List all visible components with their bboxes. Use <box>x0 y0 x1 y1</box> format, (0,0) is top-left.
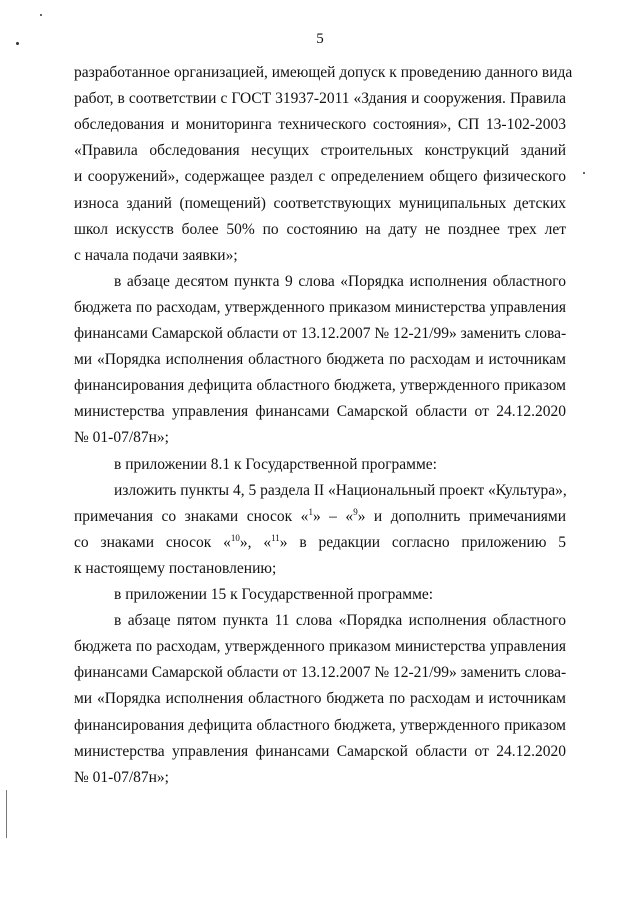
footnote-marker: 1 <box>308 506 313 517</box>
text-line: финансами Самарской области от 13.12.2007 № 12-21/99» заменить слова- <box>74 325 567 342</box>
text-line: в абзаце пятом пункта 11 слова «Порядка исполнения областного <box>114 612 566 630</box>
text-fragment: » в редакции согласно приложению 5 <box>279 533 566 551</box>
footnote-line-1 <box>74 504 566 530</box>
text-line: № 01-07/87н»; <box>74 768 169 786</box>
text-fragment: » – « <box>312 507 354 525</box>
text-fragment: со знаками сносок « <box>74 533 231 551</box>
text-line: финансирования дефицита областного бюджета, утвержденного приказом <box>74 716 566 734</box>
text-line: в приложении 15 к Государственной программе: <box>114 586 434 603</box>
text-line: изложить пункты 4, 5 раздела II «Национальный проект «Культура», <box>114 481 567 499</box>
text-fragment: примечания со знаками сносок « <box>74 507 309 525</box>
text-fragment: » и дополнить примечаниями <box>357 507 566 525</box>
text-line: в абзаце десятом пункта 9 слова «Порядка исполнения областного <box>114 272 566 290</box>
text-line: износа зданий (помещений) соответствующих муниципальных детских <box>74 194 566 212</box>
text-line: финансирования дефицита областного бюджета, утвержденного приказом <box>74 377 566 395</box>
scan-edge-mark <box>6 790 7 838</box>
text-fragment: », « <box>239 533 272 551</box>
text-line: министерства управления финансами Самарской области от 24.12.2020 <box>74 742 566 760</box>
footnote-marker: 11 <box>271 532 280 543</box>
text-line: в приложении 8.1 к Государственной программе: <box>114 455 437 473</box>
text-line: № 01-07/87н»; <box>74 429 169 447</box>
text-line: с начала подачи заявки»; <box>74 246 238 264</box>
text-line: к настоящему постановлению; <box>74 559 277 577</box>
text-line: бюджета по расходам, утвержденного приказом министерства управления <box>74 638 566 656</box>
footnote-marker: 10 <box>230 532 240 543</box>
text-line: министерства управления финансами Самарской области от 24.12.2020 <box>74 403 566 421</box>
text-line: обследования и мониторинга технического состояния», СП 13-102-2003 <box>74 116 566 134</box>
footnote-marker: 9 <box>353 506 358 517</box>
text-line: бюджета по расходам, утвержденного приказом министерства управления <box>74 298 566 316</box>
scan-speck <box>16 42 19 45</box>
page-number: 5 <box>316 31 324 47</box>
scan-speck <box>40 14 42 16</box>
text-line: работ, в соответствии с ГОСТ 31937-2011 «Здания и сооружения. Правила <box>74 90 566 108</box>
text-line: финансами Самарской области от 13.12.2007 № 12-21/99» заменить слова- <box>74 664 567 682</box>
text-line: и сооружений», содержащее раздел с определением общего физического <box>74 168 566 186</box>
footnote-line-2 <box>74 530 566 556</box>
text-line: ми «Порядка исполнения областного бюджета по расходам и источникам <box>74 351 566 369</box>
text-line: ми «Порядка исполнения областного бюджета по расходам и источникам <box>74 690 566 708</box>
text-line: школ искусств более 50% по состоянию на дату не позднее трех лет <box>74 220 566 238</box>
scan-speck <box>583 172 585 174</box>
text-line: разработанное организацией, имеющей допуск к проведению данного вида <box>74 64 573 81</box>
text-line: «Правила обследования несущих строительных конструкций зданий <box>74 142 566 160</box>
